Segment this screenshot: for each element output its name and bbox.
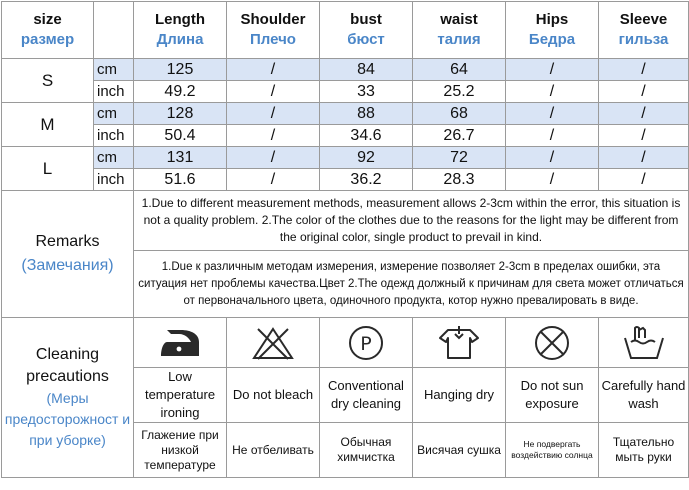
table-cell: 34.6 — [320, 125, 413, 147]
table-cell: 25.2 — [413, 81, 506, 103]
unit-cm: cm — [94, 147, 134, 169]
size-s-cm-row — [2, 59, 689, 81]
size-header-ru: размер — [20, 31, 75, 48]
table-cell: / — [599, 59, 689, 81]
no-sun-exposure-icon — [506, 318, 599, 368]
table-cell: / — [506, 81, 599, 103]
table-cell: / — [599, 169, 689, 191]
low-temperature-iron-icon — [134, 318, 227, 368]
care-label-en: Carefully hand wash — [599, 368, 689, 423]
table-cell: / — [227, 103, 320, 125]
unit-cm: cm — [94, 59, 134, 81]
table-cell: 125 — [134, 59, 227, 81]
cleaning-label-en-1: Cleaning — [35, 346, 100, 363]
table-cell: 68 — [413, 103, 506, 125]
hanging-dry-icon — [413, 318, 506, 368]
size-s-inch-row — [2, 81, 689, 103]
waist-header: waist талия — [413, 2, 506, 59]
table-cell: / — [227, 81, 320, 103]
cleaning-label-en-2: precautions — [26, 368, 109, 385]
length-header: Length Длина — [134, 2, 227, 59]
care-icons-row — [2, 318, 689, 368]
unit-inch: inch — [94, 81, 134, 103]
remarks-label-en: Remarks — [35, 233, 100, 250]
dry-clean-p-icon — [320, 318, 413, 368]
remarks-text-ru: 1.Due к различным методам измерения, измерение позволяет 2-3cm в пределах ошибки, эта ситуация нет проблемы качества.Цвет 2.The одежд должный к причинам для света может отличаться от первоначального цвета, одиночного продукта, котор нужно превалировать в виде. — [134, 251, 689, 318]
bust-header: bust бюст — [320, 2, 413, 59]
table-cell: / — [506, 169, 599, 191]
table-cell: / — [227, 147, 320, 169]
table-cell: / — [599, 103, 689, 125]
size-chart-table — [1, 1, 689, 478]
care-label-ru: Обычная химчистка — [320, 423, 413, 478]
table-cell: / — [227, 169, 320, 191]
table-cell: 26.7 — [413, 125, 506, 147]
table-cell: 49.2 — [134, 81, 227, 103]
unit-header — [94, 2, 134, 59]
table-cell: 72 — [413, 147, 506, 169]
table-cell: 33 — [320, 81, 413, 103]
table-cell: 88 — [320, 103, 413, 125]
size-header — [2, 2, 94, 59]
care-label-en: Do not bleach — [227, 368, 320, 423]
remarks-label-ru: (Замечания) — [21, 257, 114, 274]
table-cell: / — [227, 59, 320, 81]
size-m-label: M — [2, 103, 94, 147]
care-label-ru: Тщательно мыть руки — [599, 423, 689, 478]
sleeve-header: Sleeve гильза — [599, 2, 689, 59]
table-cell: 128 — [134, 103, 227, 125]
header-row — [2, 2, 689, 59]
table-cell: 28.3 — [413, 169, 506, 191]
care-label-ru: Глажение при низкой температуре — [134, 423, 227, 478]
size-l-label: L — [2, 147, 94, 191]
unit-cm: cm — [94, 103, 134, 125]
table-cell: 50.4 — [134, 125, 227, 147]
care-label-ru: Не отбеливать — [227, 423, 320, 478]
table-cell: / — [227, 125, 320, 147]
unit-inch: inch — [94, 125, 134, 147]
table-cell: / — [506, 59, 599, 81]
size-m-cm-row — [2, 103, 689, 125]
size-m-inch-row — [2, 125, 689, 147]
table-cell: 84 — [320, 59, 413, 81]
size-l-inch-row — [2, 169, 689, 191]
care-label-en: Hanging dry — [413, 368, 506, 423]
hand-wash-icon — [599, 318, 689, 368]
remarks-row-en — [2, 191, 689, 251]
table-cell: / — [599, 125, 689, 147]
care-label-en: Low temperature ironing — [134, 368, 227, 423]
table-cell: 92 — [320, 147, 413, 169]
size-s-label: S — [2, 59, 94, 103]
do-not-bleach-icon — [227, 318, 320, 368]
hips-header: Hips Бедра — [506, 2, 599, 59]
table-cell: 36.2 — [320, 169, 413, 191]
size-l-cm-row — [2, 147, 689, 169]
cleaning-label — [2, 318, 134, 478]
table-cell: / — [599, 81, 689, 103]
cleaning-label-ru: (Меры предосторожност и при уборке) — [4, 390, 131, 448]
svg-text:P: P — [360, 332, 372, 355]
remarks-text-en: 1.Due to different measurement methods, measurement allows 2-3cm within the error, this situation is not a quality problem. 2.The color of the clothes due to the reasons for the light may be different from the original color, single product to prevail in kind. — [134, 191, 689, 251]
table-cell: / — [506, 125, 599, 147]
table-cell: 64 — [413, 59, 506, 81]
table-cell: / — [599, 147, 689, 169]
remarks-label — [2, 191, 134, 318]
table-cell: / — [506, 147, 599, 169]
care-label-ru: Не подвергать воздействию солнца — [506, 423, 599, 478]
care-label-en: Conventional dry cleaning — [320, 368, 413, 423]
unit-inch: inch — [94, 169, 134, 191]
table-cell: 51.6 — [134, 169, 227, 191]
care-label-en: Do not sun exposure — [506, 368, 599, 423]
table-cell: / — [506, 103, 599, 125]
shoulder-header: Shoulder Плечо — [227, 2, 320, 59]
care-label-ru: Висячая сушка — [413, 423, 506, 478]
table-cell: 131 — [134, 147, 227, 169]
size-header-en: size — [33, 11, 62, 28]
